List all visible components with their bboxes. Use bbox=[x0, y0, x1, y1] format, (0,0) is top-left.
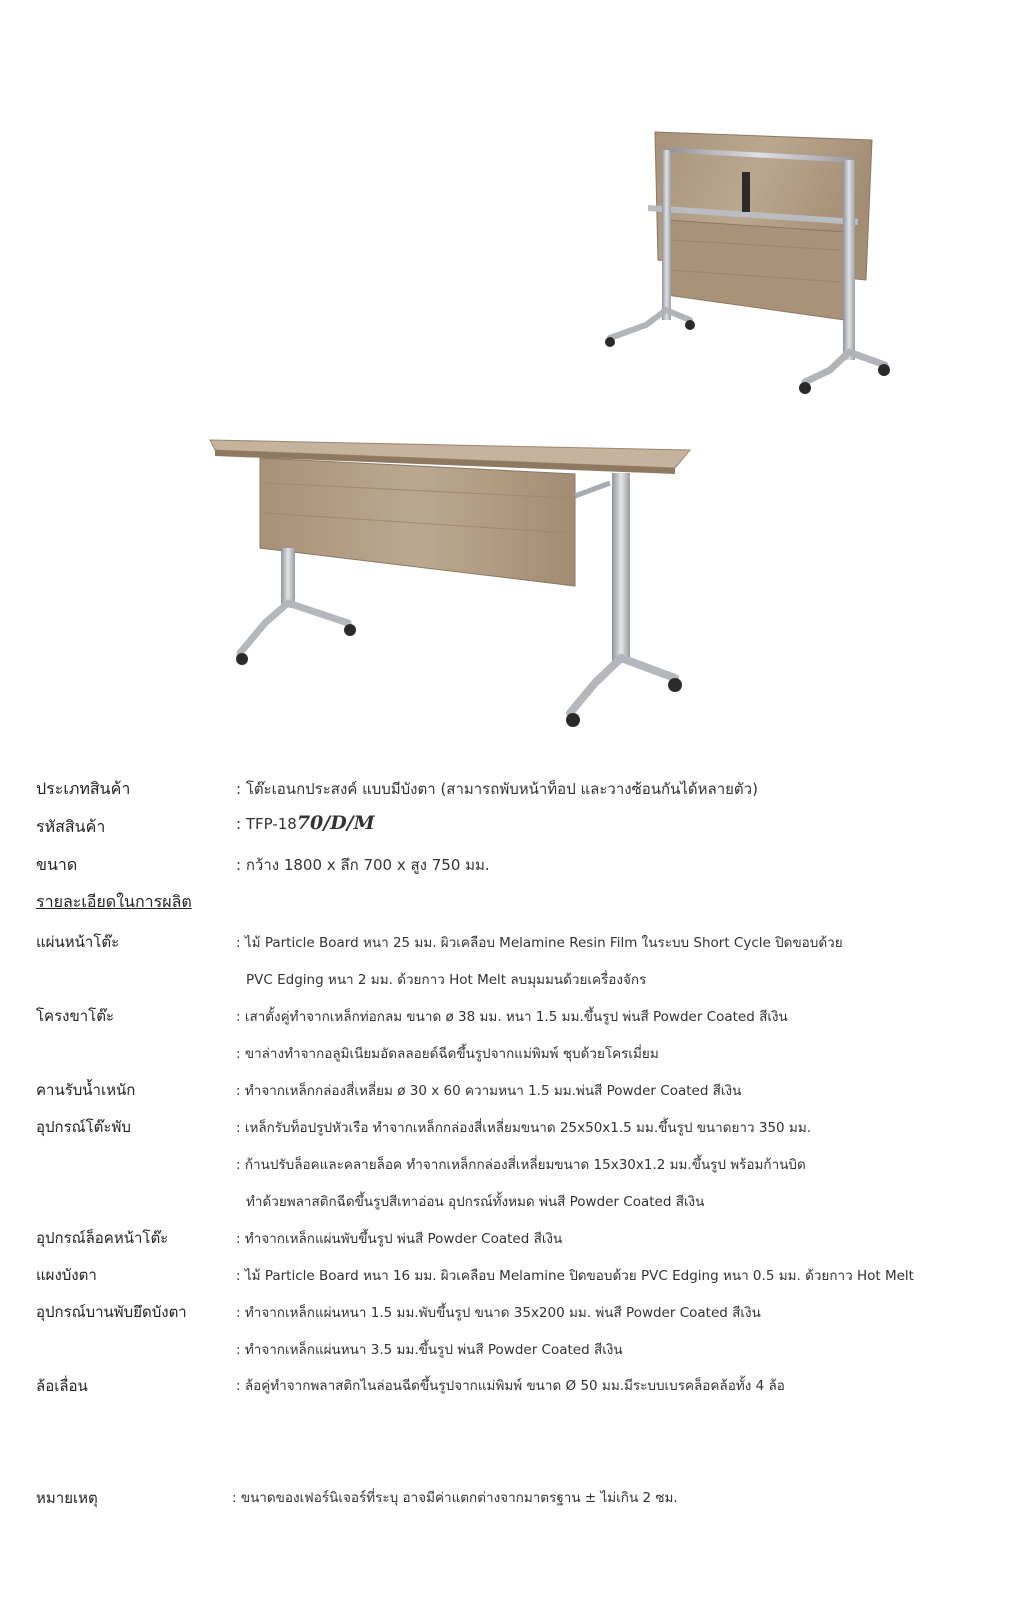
detail-line: PVC Edging หนา 2 มม. ด้วยกาว Hot Melt ลบมุมมนด้วยเครื่องจักร bbox=[246, 972, 647, 988]
detail-line: : ทำจากเหล็กแผ่นพับขึ้นรูป พ่นสี Powder Coated สีเงิน bbox=[236, 1231, 563, 1247]
type-label: ประเภทสินค้า bbox=[36, 779, 131, 798]
size-value: : กว้าง 1800 x ลึก 700 x สูง 750 มม. bbox=[236, 856, 490, 874]
detail-label: โครงขาโต๊ะ bbox=[36, 1007, 115, 1025]
detail-line: : เหล็กรับท็อปรูปหัวเรือ ทำจากเหล็กกล่องสี่เหลี่ยมขนาด 25x50x1.5 มม.ขึ้นรูป ขนาดยาว 350 มม. bbox=[236, 1120, 812, 1136]
detail-line: : ไม้ Particle Board หนา 16 มม. ผิวเคลือบ Melamine ปิดขอบด้วย PVC Edging หนา 0.5 มม. ด้วยกาว Hot Melt bbox=[236, 1268, 914, 1284]
type-value: : โต๊ะเอนกประสงค์ แบบมีบังตา (สามารถพับหน้าท็อป และวางซ้อนกันได้หลายตัว) bbox=[236, 780, 758, 798]
detail-line: : ก้านปรับล็อคและคลายล็อค ทำจากเหล็กกล่องสี่เหลี่ยมขนาด 15x30x1.2 มม.ขึ้นรูป พร้อมก้านบิด bbox=[236, 1157, 806, 1173]
detail-line: : ทำจากเหล็กแผ่นหนา 3.5 มม.ขึ้นรูป พ่นสี Powder Coated สีเงิน bbox=[236, 1342, 623, 1358]
detail-line: : เสาตั้งคู่ทำจากเหล็กท่อกลม ขนาด ø 38 มม. หนา 1.5 มม.ขึ้นรูป พ่นสี Powder Coated สีเงิน bbox=[236, 1009, 788, 1025]
code-prefix: : TFP-18 bbox=[236, 815, 297, 833]
detail-label: อุปกรณ์ล็อคหน้าโต๊ะ bbox=[36, 1229, 169, 1247]
detail-line: : ขาล่างทำจากอลูมิเนียมอัดลลอยด์ฉีดขึ้นรูปจากแม่พิมพ์ ชุบด้วยโครเมี่ยม bbox=[236, 1046, 659, 1062]
code-value bbox=[236, 812, 375, 834]
section-title: รายละเอียดในการผลิต bbox=[36, 892, 192, 911]
code-handwritten: 70/D/M bbox=[296, 812, 375, 834]
size-label: ขนาด bbox=[36, 855, 78, 874]
detail-label: อุปกรณ์โต๊ะพับ bbox=[36, 1118, 131, 1136]
detail-label: คานรับน้ำเหนัก bbox=[36, 1081, 136, 1099]
code-label: รหัสสินค้า bbox=[36, 817, 106, 836]
detail-label: ล้อเลื่อน bbox=[36, 1377, 88, 1395]
detail-line: : ล้อคู่ทำจากพลาสติกไนล่อนฉีดขึ้นรูปจากแม่พิมพ์ ขนาด Ø 50 มม.มีระบบเบรคล็อคล้อทั้ง 4 ล้อ bbox=[236, 1378, 785, 1394]
detail-label: อุปกรณ์บานพับยึดบังตา bbox=[36, 1303, 187, 1321]
detail-line: : ไม้ Particle Board หนา 25 มม. ผิวเคลือบ Melamine Resin Film ในระบบ Short Cycle ปิดขอบด้วย bbox=[236, 935, 843, 951]
detail-label: แผงบังตา bbox=[36, 1266, 97, 1284]
note-label: หมายเหตุ bbox=[36, 1489, 98, 1507]
detail-line: ทำด้วยพลาสติกฉีดขึ้นรูปสีเทาอ่อน อุปกรณ์ทั้งหมด พ่นสี Powder Coated สีเงิน bbox=[246, 1194, 705, 1210]
note-value: : ขนาดของเฟอร์นิเจอร์ที่ระบุ อาจมีค่าแตกต่างจากมาตรฐาน ± ไม่เกิน 2 ซม. bbox=[232, 1490, 678, 1506]
detail-label: แผ่นหน้าโต๊ะ bbox=[36, 933, 120, 951]
detail-line: : ทำจากเหล็กกล่องสี่เหลี่ยม ø 30 x 60 ความหนา 1.5 มม.พ่นสี Powder Coated สีเงิน bbox=[236, 1083, 742, 1099]
detail-line: : ทำจากเหล็กแผ่นหนา 1.5 มม.พับขึ้นรูป ขนาด 35x200 มม. พ่นสี Powder Coated สีเงิน bbox=[236, 1305, 761, 1321]
